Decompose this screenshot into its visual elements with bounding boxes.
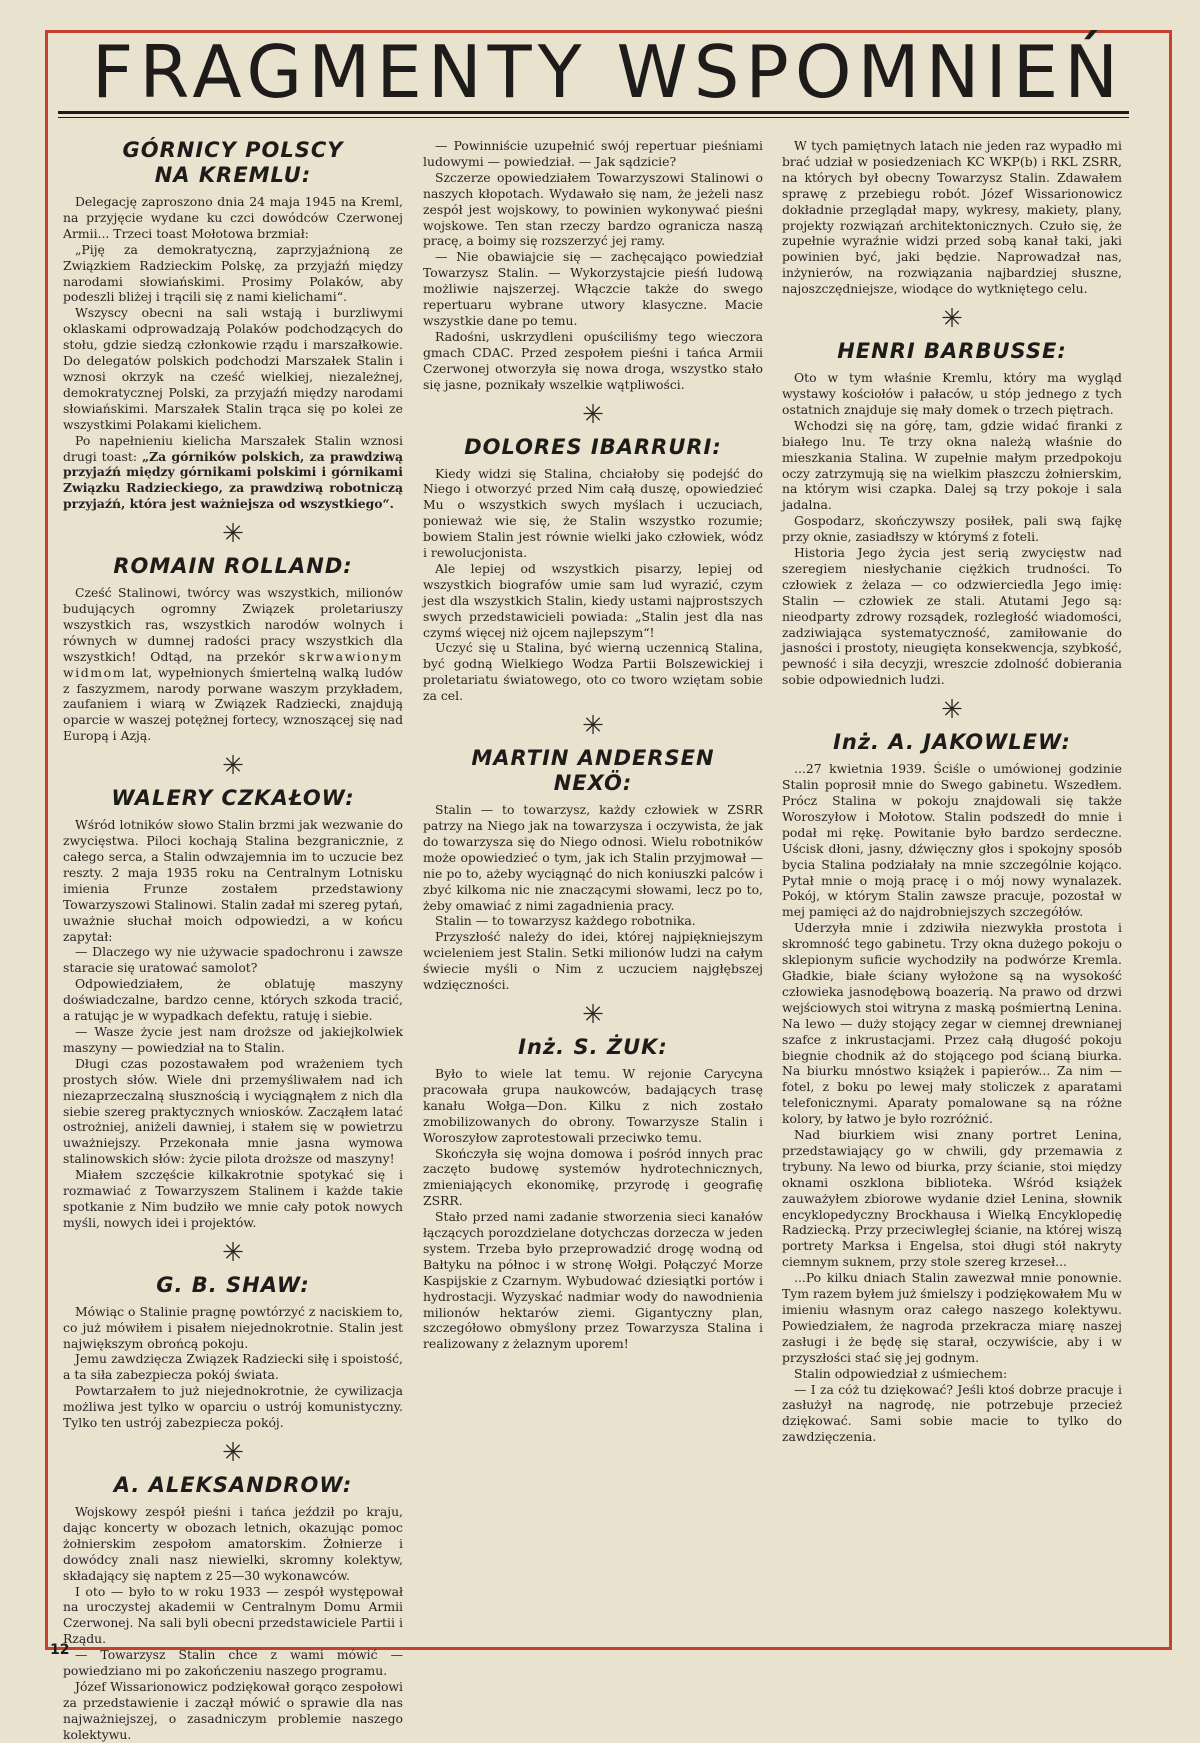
paragraph	[63, 585, 403, 744]
asterisk-separator-icon: ✳	[582, 399, 604, 430]
column-2	[423, 138, 763, 1630]
paragraph: Stalin odpowiedział z uśmiechem:	[794, 1365, 1008, 1381]
asterisk-separator-icon: ✳	[222, 519, 244, 550]
paragraph: Miałem szczęście kilkakrotnie spotykać się i rozmawiać z Towarzyszem Stalinem i każde takie spotkanie z Nim budziło we mnie cały potok nowych myśli, nowych idei i projektów.	[63, 1167, 403, 1230]
paragraph: Wszyscy obecni na sali wstają i burzliwymi oklaskami odprowadzają Polaków podchodzących do stołu, gdzie siedzą członkowie rządu i marszałkowie. Do delegatów polskich podchodzi Marszałek Stalin i wznosi okrzyk na cześć wielkiej, niezależnej, demokratycznej Polski, za przyjaźń między narodami słowiańskimi. Marszałek Stalin trąca się po kolei ze wszystkimi Polakami kielichem.	[63, 305, 403, 432]
heading-line: NEXÖ:	[553, 771, 633, 796]
paragraph: Historia Jego życia jest serią zwycięstw nad szeregiem niesłychanie ciężkich trudności. To człowiek z żelaza — co odzwierciedla Jego imię: Stalin — człowiek ze stali. Atutami Jego są: nieodparty zdrowy rozsądek, rozległość wiadomości, zadziwiająca systematyczność, zamiłowanie do jasności i prostoty, nieugięta konsekwencja, szybkość, pewność i siła decyzji, wreszcie zdolność dobierania sobie odpowiednich ludzi.	[782, 545, 1122, 688]
paragraph: Uderzyła mnie i zdziwiła niezwykła prostota i skromność tego gabinetu. Trzy okna dużego pokoju o sklepionym suficie wychodziły na podwórze Kremla. Gładkie, białe ściany wyłożone są na wysokość człowieka jasnodębową boazerią. Na prawo od drzwi wejściowych stoi witryna z maską pośmiertną Lenina. Na lewo — duży stojący zegar w ciemnej drewnianej szafce z inkrustacjami. Przez całą długość pokoju biegnie chodnik aż do stojącego pod ścianą biurka. Na biurku mnóstwo książek i papierów... Za nim — fotel, z boku po lewej mały stoliczek z aparatami telefonicznymi. Aparaty pomalowane są na różne kolory, by łatwo je było rozróżnić.	[782, 920, 1122, 1127]
asterisk-separator-icon: ✳	[941, 304, 963, 335]
paragraph: Nad biurkiem wisi znany portret Lenina, przedstawiający go w chwili, gdy przemawia z trybuny. Na lewo od biurka, przy ścianie, stoi między oknami oszklona biblioteka. Wśród książek zauważyłem zbiorowe wydanie dzieł Lenina, słownik encyklopedyczny Brockhausa i Wielką Encyklopedię Radziecką. Przy przeciwległej ścianie, na której wiszą portrety Marksa i Engelsa, stoi długi stół nakryty ciemnym suknem, przy stole szereg krzeseł...	[782, 1127, 1122, 1270]
paragraph: „Piję za demokratyczną, zaprzyjaźnioną ze Związkiem Radzieckim Polskę, za przyjaźń między narodami słowiańskimi. Prosimy Polaków, aby podeszli bliżej i trącili się z nami kielichami“.	[63, 241, 403, 305]
section-heading: A. ALEKSANDROW:	[113, 1473, 353, 1497]
paragraph: — Wasze życie jest nam droższe od jakiejkolwiek maszyny — powiedział na to Stalin.	[63, 1023, 403, 1055]
masthead-rule	[58, 111, 1129, 114]
paragraph: Kiedy widzi się Stalina, chciałoby się podejść do Niego i otworzyć przed Nim całą duszę, opowiedzieć Mu o wszystkich swych myślach i uczuciach, ponieważ wie się, że Stalin wszystko rozumie; bowiem Stalin jest równie wielki jako człowiek, wódz i rewolucjonista.	[423, 465, 763, 561]
paragraph: Józef Wissarionowicz podziękował gorąco zespołowi za przedstawienie i zaczął mówić o sprawie dla nas najważniejszej, o zasadniczym problemie naszego kolektywu.	[63, 1678, 403, 1742]
page-number: 12	[50, 1642, 70, 1658]
heading-line: NA KREMLU:	[154, 163, 312, 187]
paragraph: — I za cóż tu dziękować? Jeśli ktoś dobrze pracuje i zasłużył na nagrodę, nie potrzebuje przecież dziękować. Sami sobie macie to tylko do zawdzięczenia.	[782, 1381, 1122, 1445]
paragraph: Jemu zawdzięcza Związek Radziecki siłę i spoistość, a ta siła zabezpiecza pokój świata.	[63, 1351, 403, 1383]
section-heading	[423, 746, 763, 796]
masthead-title: FRAGMENTY WSPOMNIEŃ	[91, 30, 1125, 114]
section-heading: WALERY CZKAŁOW:	[111, 786, 355, 811]
heading-line: MARTIN ANDERSEN	[471, 746, 715, 771]
paragraph: Uczyć się u Stalina, być wierną uczennicą Stalina, być godną Wielkiego Wodza Partii Bolszewickiej i proletariatu światowego, oto co tworo wziętam sobie za cel.	[423, 640, 763, 704]
section-heading: DOLORES IBARRURI:	[464, 434, 722, 459]
section-heading: ROMAIN ROLLAND:	[113, 554, 353, 579]
paragraph: Było to wiele lat temu. W rejonie Carycyna pracowała grupa naukowców, badających trasę kanału Wołga—Don. Kilku z nich zostało zmobilizowanych do obrony. Towarzysze Stalin i Woroszyłow zaprotestowali przeciwko temu.	[423, 1065, 763, 1145]
paragraph: ...27 kwietnia 1939. Ściśle o umówionej godzinie Stalin poprosił mnie do Swego gabinetu. Wszedłem. Prócz Stalina w pokoju znajdowali się także Woroszyłow i Mołotow. Stalin podszedł do mnie i podał mi rękę. Powitanie było bardzo serdeczne. Uścisk dłoni, jasny, dźwięczny głos i spokojny sposób bycia Stalina podziałały na mnie szczególnie kojąco. Pytał mnie o moją pracę i o mój nowy wynalazek. Pokój, w którym Stalin zawsze pracuje, pozostał w mej pamięci aż do najdrobniejszych szczegółów.	[782, 761, 1122, 920]
asterisk-separator-icon: ✳	[222, 751, 244, 782]
heading-line: GÓRNICY POLSCY	[122, 138, 344, 162]
masthead-rule-thin	[58, 117, 1129, 118]
paragraph: Wchodzi się na górę, tam, gdzie widać firanki z białego lnu. Te trzy okna należą właśnie do mieszkania Stalina. W zupełnie małym przedpokoju oczy zatrzymują się na wielkim płaszczu żołnierskim, na którym wisi czapka. Dalej są trzy pokoje i sala jadalna.	[782, 417, 1122, 513]
text-span-bold: „Za górników polskich, za prawdziwą przyjaźń między górnikami polskimi i górnikami Związku Radzieckiego, za prawdziwą robotniczą przyjaźń, która jest ważniejsza od wszystkiego“.	[63, 448, 404, 512]
paragraph: Stalin — to towarzysz, każdy człowiek w ZSRR patrzy na Niego jak na towarzysza i oczywista, że jak do towarzysza się do Niego odnosi. Wielu robotników może opowiedzieć o tym, jak ich Stalin przyjmował — nie po to, ażeby wyciągnąć do nich koniuszki palców i zbyć kilkoma nic nie znaczącymi słowami, lecz po to, żeby omawiać z nimi zagadnienia pracy.	[423, 802, 763, 913]
section-heading: Inż. S. ŻUK:	[518, 1034, 668, 1059]
paragraph: Przyszłość należy do idei, której najpiękniejszym wcieleniem jest Stalin. Setki milionów ludzi na całym świecie myśli o Nim z uczuciem najgłębszej wdzięczności.	[423, 929, 763, 993]
paragraph: Długi czas pozostawałem pod wrażeniem tych prostych słów. Wiele dni przemyśliwałem nad ich niezaprzeczalną słusznością i wyciągnąłem z nich dla siebie szereg praktycznych wniosków. Zacząłem latać ostrożniej, aniżeli dawniej, i stałem się w powietrzu uważniejszy. Przekonała mnie jasna wymowa stalinowskich słów: życie pilota droższe od maszyny!	[63, 1055, 403, 1167]
section-heading	[63, 138, 403, 188]
paragraph	[63, 433, 403, 513]
paragraph: Ale lepiej od wszystkich pisarzy, lepiej od wszystkich biografów umie sam lud wyrazić, czym jest dla wszystkich Stalin, kiedy ustami najprostszych swych przedstawicieli powiada: „Stalin jest dla nas czymś więcej niż ojcem najlepszym“!	[423, 560, 763, 640]
asterisk-separator-icon: ✳	[582, 711, 604, 742]
paragraph: I oto — było to w roku 1933 — zespół występował na uroczystej akademii w Centralnym Domu Armii Czerwonej. Na sali byli obecni przedstawiciele Partii i Rządu.	[63, 1583, 403, 1647]
asterisk-separator-icon: ✳	[941, 695, 963, 726]
paragraph: Stało przed nami zadanie stworzenia sieci kanałów łączących porozdzielane dotychczas dorzecza w jeden system. Trzeba było przeprowadzić drogę wodną od Bałtyku na północ i w stronę Wołgi. Połączyć Morze Kaspijskie z Czarnym. Wybudować dziesiątki portów i hydrostacji. Wyzyskać nadmiar wody do nawodnienia milionów hektarów ziemi. Gigantyczny plan, szczegółowo obmyślony przez Towarzysza Stalina i realizowany z żelaznym uporem!	[423, 1209, 763, 1352]
section-heading: HENRI BARBUSSE:	[837, 339, 1067, 364]
paragraph: — Powinniście uzupełnić swój repertuar pieśniami ludowymi — powiedział. — Jak sądzicie?	[423, 138, 763, 169]
column-1	[63, 138, 404, 1742]
paragraph: Mówiąc o Stalinie pragnę powtórzyć z naciskiem to, co już mówiłem i pisałem niejednokrotnie. Stalin jest największym obrońcą pokoju.	[63, 1303, 403, 1351]
paragraph: Radośni, uskrzydleni opuściliśmy tego wieczora gmach CDAC. Przed zespołem pieśni i tańca Armii Czerwonej otworzyła się nowa droga, wszystko stało się jasne, poznikały wszelkie wątpliwości.	[423, 328, 763, 392]
text-span: Cześć Stalinowi, twórcy was wszystkich, milionów budujących ogromny Związek proletariuszy wszystkich ras, wszystkich narodów wolnych i równych w dumnej radości pracy wszystkich dla wszystkich! Odtąd, na przekór	[63, 585, 403, 664]
paragraph: Wśród lotników słowo Stalin brzmi jak wezwanie do zwycięstwa. Piloci kochają Stalina bezgranicznie, z całego serca, a Stalin odwzajemnia im to uczucie bez reszty. 2 maja 1935 roku na Centralnym Lotnisku imienia Frunze zostałem przedstawiony Towarzyszowi Stalinowi. Stalin zadał mi szereg pytań, uważnie słuchał moich odpowiedzi, a w końcu zapytał:	[63, 817, 403, 944]
section-heading: Inż. A. JAKOWLEW:	[833, 730, 1071, 755]
asterisk-separator-icon: ✳	[222, 1438, 244, 1468]
paragraph: Powtarzałem to już niejednokrotnie, że cywilizacja możliwa jest tylko w oparciu o ustrój komunistyczny. Tylko ten ustrój zabezpiecza pokój.	[63, 1383, 403, 1431]
paragraph: — Dlaczego wy nie używacie spadochronu i zawsze staracie się uratować samolot?	[63, 944, 403, 976]
paragraph: Szczerze opowiedziałem Towarzyszowi Stalinowi o naszych kłopotach. Wydawało się nam, że jeżeli nasz zespół jest wojskowy, to powinien wykonywać pieśni wojskowe. Ten stan rzeczy bardzo ogranicza naszą pracę, a boimy się rozszerzyć jej ramy.	[423, 169, 763, 249]
column-3	[782, 138, 1122, 1630]
paragraph: ...Po kilku dniach Stalin zawezwał mnie ponownie. Tym razem byłem już śmielszy i podziękowałem Mu w imieniu własnym oraz całego naszego kolektywu. Powiedziałem, że nagroda przekracza miarę naszej zasługi i że będę się starał, oczywiście, aby i w przyszłości stać się jej godnym.	[782, 1270, 1122, 1365]
paragraph: — Towarzysz Stalin chce z wami mówić — powiedziano mi po zakończeniu naszego programu.	[63, 1647, 403, 1679]
paragraph: Odpowiedziałem, że oblatuję maszyny doświadczalne, bardzo cenne, których szkoda tracić, a ratując je w wypadkach defektu, ratuję i siebie.	[63, 976, 403, 1024]
paragraph: — Nie obawiajcie się — zachęcająco powiedział Towarzysz Stalin. — Wykorzystajcie pieśń ludową możliwie najszerzej. Włączcie także do swego repertuaru wybrane utwory klasyczne. Macie wszystkie dane po temu.	[423, 249, 763, 328]
paragraph: Delegację zaproszono dnia 24 maja 1945 na Kreml, na przyjęcie wydane ku czci dowódców Czerwonej Armii... Trzeci toast Mołotowa brzmiał:	[63, 194, 403, 241]
asterisk-separator-icon: ✳	[222, 1237, 244, 1268]
text-span-spaced: skrwawionym widmom	[63, 648, 403, 680]
paragraph: Wojskowy zespół pieśni i tańca jeździł po kraju, dając koncerty w obozach letnich, okazując pomoc żołnierskim zespołom amatorskim. Żołnierze i dowódcy znali nasz niewielki, skromny kolektyw, składający się naptem z 25—30 wykonawców.	[63, 1504, 403, 1583]
paragraph: Stalin — to towarzysz każdego robotnika.	[435, 913, 696, 929]
section-heading: G. B. SHAW:	[156, 1272, 310, 1297]
asterisk-separator-icon: ✳	[582, 999, 604, 1030]
text-span: Po napełnieniu kielicha Marszałek Stalin wznosi drugi toast:	[63, 432, 403, 464]
paragraph: Oto w tym właśnie Kremlu, który ma wygląd wystawy kościołów i pałaców, u stóp jednego z tych ostatnich znajduje się mały domek o trzech piętrach.	[782, 370, 1122, 417]
text-span: lat, wypełnionych śmiertelną walką ludów z faszyzmem, narody porwane waszym przykładem, zaufaniem i wiarą w Związek Radziecki, znajdują oparcie w waszej potężnej fortecy, wznoszącej się nad Europą i Azją.	[63, 664, 403, 744]
paragraph: Gospodarz, skończywszy posiłek, pali swą fajkę przy oknie, zasiadłszy w którymś z foteli.	[782, 513, 1122, 545]
paragraph: W tych pamiętnych latach nie jeden raz wypadło mi brać udział w posiedzeniach KC WKP(b) i RKL ZSRR, na których był obecny Towarzysz Stalin. Zdawałem sprawę z przebiegu robót. Józef Wissarionowicz dokładnie przeglądał mapy, wykresy, makiety, plany, projekty rozwiązań architektonicznych. Czuło się, że zupełnie wyraźnie widzi przed sobą kanał taki, jaki powinien być, jaki będzie. Naprowadzał nas, inżynierów, na rozwiązania najbardziej słuszne, najoszczędniejsze, wiodące do wytkniętego celu.	[782, 138, 1122, 297]
paragraph: Skończyła się wojna domowa i pośród innych prac zaczęto budowę systemów hydrotechnicznych, zmieniających ekonomikę, przyrodę i geografię ZSRR.	[423, 1145, 763, 1209]
